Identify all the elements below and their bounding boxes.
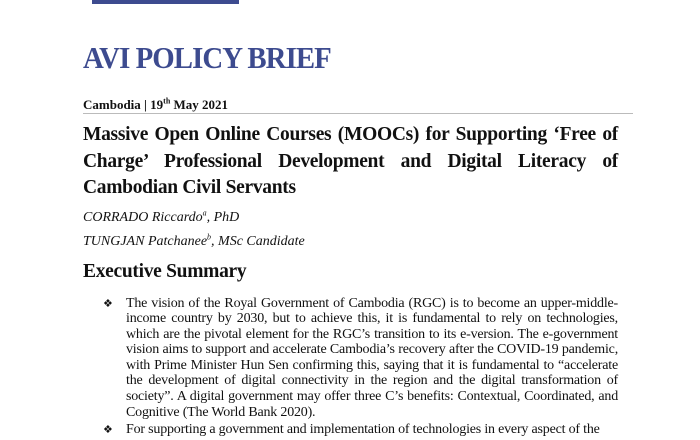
summary-paragraph: The vision of the Royal Government of Cambodia (RGC) is to become an upper-middle-income country by 2030, but to achieve this, it is fundamental to rely on technologies, which are the pivotal element for the RGC’s transition to its e-version. The e-government vision aims to support and accelerate Cambodia’s recovery after the COVID-19 pandemic, with Prime Minister Hun Sen confirming this, saying that it is fundamental to “accelerate the development of digital connectivity in the region and the digital transformation of society”. A digital government may offer three C’s benefits: Contextual, Coordinated, and Cognitive (The World Bank 2020). <box>126 295 618 420</box>
document-title: Massive Open Online Courses (MOOCs) for Supporting ‘Free of Charge’ Professional Development and Digital Literacy of Cambodian Civil Servants <box>83 124 618 198</box>
section-heading: Executive Summary <box>83 260 247 282</box>
location-text: Cambodia | 19 <box>83 97 164 112</box>
author-degree: , PhD <box>206 209 240 225</box>
date-text: May 2021 <box>170 97 229 112</box>
summary-list <box>83 296 618 438</box>
author-1 <box>83 206 618 230</box>
bullet-icon: ❖ <box>103 424 113 437</box>
author-affiliation: a <box>202 207 207 217</box>
bullet-icon: ❖ <box>103 297 113 310</box>
author-list <box>83 206 618 254</box>
author-name: TUNGJAN Patchanee <box>83 233 208 249</box>
author-affiliation: b <box>207 231 212 241</box>
location-date <box>83 97 228 113</box>
divider <box>83 113 633 114</box>
date-suffix: th <box>163 96 171 106</box>
brief-title: AVI POLICY BRIEF <box>83 40 331 75</box>
header-accent-bar <box>92 0 239 4</box>
author-name: CORRADO Riccardo <box>83 209 203 225</box>
document-body <box>83 122 618 440</box>
author-2 <box>83 230 618 254</box>
author-degree: , MSc Candidate <box>211 233 305 249</box>
summary-item <box>103 422 618 438</box>
summary-item <box>103 295 618 421</box>
summary-paragraph: For supporting a government and implementation of technologies in every aspect of the <box>126 422 600 438</box>
